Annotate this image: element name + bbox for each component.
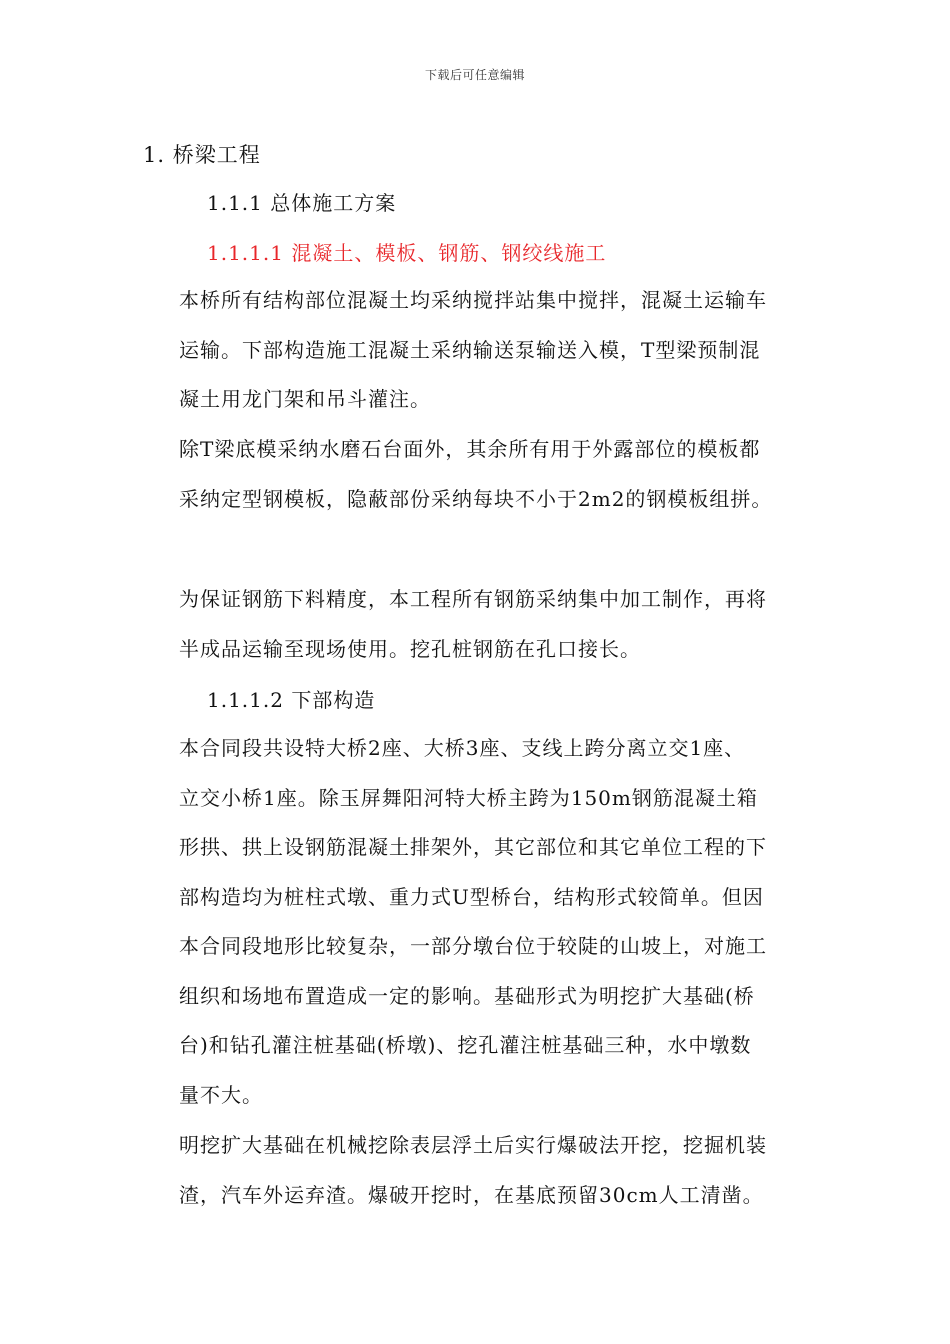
- paragraph-line: 凝土用龙门架和吊斗灌注。: [179, 387, 431, 411]
- paragraph-line: 形拱、拱上设钢筋混凝土排架外，其它部位和其它单位工程的下: [179, 835, 767, 859]
- paragraph-line: 本桥所有结构部位混凝土均采纳搅拌站集中搅拌，混凝土运输车: [179, 288, 767, 312]
- paragraph-excavation: [179, 1121, 809, 1220]
- paragraph-line: 明挖扩大基础在机械挖除表层浮土后实行爆破法开挖，挖掘机装: [179, 1133, 767, 1157]
- paragraph-substructure: [179, 724, 809, 1120]
- subsubsection-heading-concrete-formwork: 1.1.1.1 混凝土、模板、钢筋、钢绞线施工: [207, 241, 607, 265]
- paragraph-line: 半成品运输至现场使用。挖孔桩钢筋在孔口接长。: [179, 636, 641, 661]
- paragraph-line: 本合同段共设特大桥2座、大桥3座、支线上跨分离立交1座、: [179, 736, 746, 760]
- paragraph-line: 立交小桥1座。除玉屏舞阳河特大桥主跨为150m钢筋混凝土箱: [179, 785, 758, 810]
- paragraph-rebar: [179, 575, 809, 674]
- paragraph-concrete: [179, 276, 809, 425]
- section-heading-bridge-works: 1. 桥梁工程: [143, 143, 261, 167]
- paragraph-line: 本合同段地形比较复杂，一部分墩台位于较陡的山坡上，对施工: [179, 934, 767, 958]
- subsubsection-heading-substructure: 1.1.1.2 下部构造: [207, 688, 376, 712]
- page-header-note: 下载后可任意编辑: [424, 68, 525, 82]
- paragraph-line: 除T梁底模采纳水磨石台面外，其余所有用于外露部位的模板都: [179, 437, 761, 461]
- paragraph-line: 为保证钢筋下料精度，本工程所有钢筋采纳集中加工制作，再将: [179, 587, 767, 611]
- paragraph-formwork: [179, 425, 809, 524]
- paragraph-line: 组织和场地布置造成一定的影响。基础形式为明挖扩大基础(桥: [179, 983, 755, 1008]
- paragraph-line: 部构造均为桩柱式墩、重力式U型桥台，结构形式较简单。但因: [179, 884, 764, 909]
- paragraph-line: 运输。下部构造施工混凝土采纳输送泵输送入模，T型梁预制混: [179, 337, 761, 362]
- paragraph-line: 量不大。: [179, 1082, 263, 1107]
- paragraph-line: 台)和钻孔灌注桩基础(桥墩)、挖孔灌注桩基础三种，水中墩数: [179, 1033, 752, 1057]
- paragraph-line: 采纳定型钢模板，隐蔽部份采纳每块不小于2m2的钢模板组拼。: [179, 486, 773, 511]
- paragraph-line: 渣，汽车外运弃渣。爆破开挖时，在基底预留30cm人工清凿。: [179, 1182, 764, 1207]
- subsection-heading-overall-plan: 1.1.1 总体施工方案: [207, 191, 397, 215]
